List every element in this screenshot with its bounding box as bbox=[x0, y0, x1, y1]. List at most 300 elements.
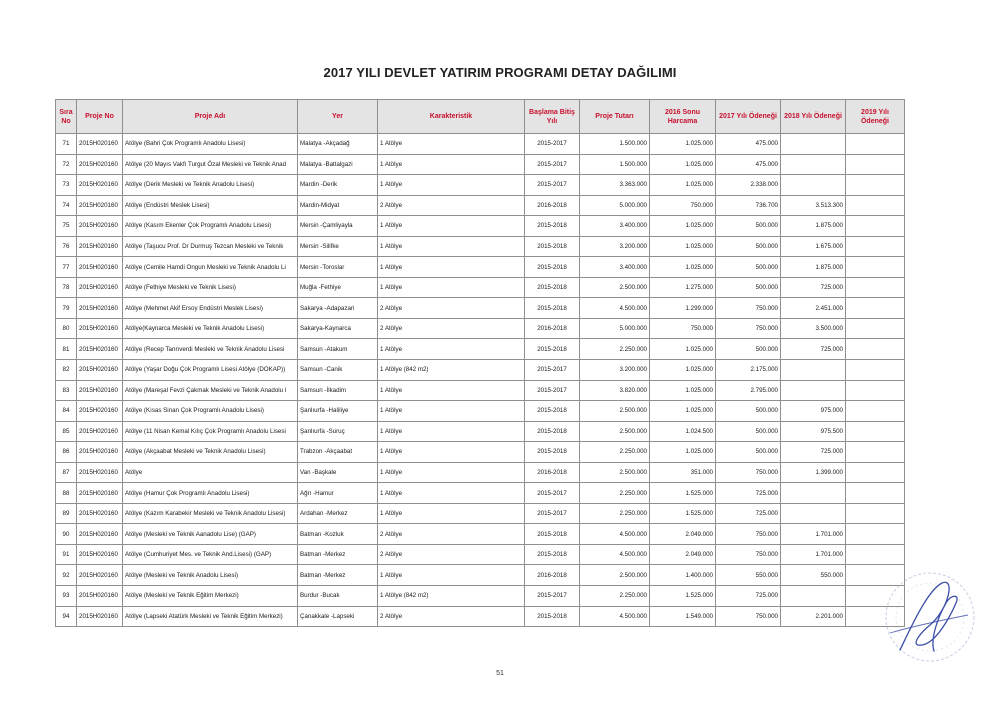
cell-odenek-2019 bbox=[846, 483, 905, 504]
cell-proje-adi: Atölye (Lapseki Atatürk Mesleki ve Teknik Eğitim Merkezi) bbox=[123, 606, 298, 627]
cell-proje-adi: Atölye (Hamur Çok Programlı Anadolu Lisesi) bbox=[123, 483, 298, 504]
cell-proje-tutari: 2.250.000 bbox=[580, 503, 650, 524]
cell-proje-no: 2015H020160 bbox=[77, 298, 123, 319]
cell-proje-adi: Atölye (Cemile Hamdi Ongun Mesleki ve Teknik Anadolu Li bbox=[123, 257, 298, 278]
cell-proje-no: 2015H020160 bbox=[77, 257, 123, 278]
cell-sonu-harcama: 1.025.000 bbox=[650, 154, 716, 175]
cell-sira-no: 94 bbox=[56, 606, 77, 627]
cell-odenek-2019 bbox=[846, 442, 905, 463]
cell-proje-adi: Atölye (Kazım Karabekir Mesleki ve Teknik Anadolu Lisesi) bbox=[123, 503, 298, 524]
cell-karakteristik: 1 Atölye bbox=[378, 175, 525, 196]
cell-sonu-harcama: 1.025.000 bbox=[650, 401, 716, 422]
cell-sira-no: 79 bbox=[56, 298, 77, 319]
cell-odenek-2018 bbox=[781, 483, 846, 504]
cell-yer: Mersin -Toroslar bbox=[298, 257, 378, 278]
page-title: 2017 YILI DEVLET YATIRIM PROGRAMI DETAY DAĞILIMI bbox=[323, 65, 677, 80]
cell-karakteristik: 1 Atölye (842 m2) bbox=[378, 360, 525, 381]
header-odenek-2017: 2017 Yılı Ödeneği bbox=[716, 100, 781, 134]
cell-proje-no: 2015H020160 bbox=[77, 524, 123, 545]
cell-odenek-2018: 1.399.000 bbox=[781, 462, 846, 483]
cell-yer: Ağrı -Hamur bbox=[298, 483, 378, 504]
table-row bbox=[56, 483, 905, 504]
header-baslama-bitis: Başlama Bitiş Yılı bbox=[525, 100, 580, 134]
cell-karakteristik: 1 Atölye (842 m2) bbox=[378, 586, 525, 607]
cell-odenek-2019 bbox=[846, 216, 905, 237]
cell-proje-tutari: 5.000.000 bbox=[580, 318, 650, 339]
cell-sonu-harcama: 1.024.500 bbox=[650, 421, 716, 442]
cell-baslama-bitis: 2015-2017 bbox=[525, 134, 580, 155]
signature-flourish bbox=[890, 615, 968, 633]
cell-proje-adi: Atölye (Mesleki ve Teknik Anadolu Lisesi) bbox=[123, 565, 298, 586]
cell-proje-tutari: 5.000.000 bbox=[580, 195, 650, 216]
cell-baslama-bitis: 2015-2018 bbox=[525, 442, 580, 463]
cell-karakteristik: 1 Atölye bbox=[378, 462, 525, 483]
cell-odenek-2019 bbox=[846, 195, 905, 216]
cell-sonu-harcama: 1.525.000 bbox=[650, 483, 716, 504]
cell-baslama-bitis: 2015-2017 bbox=[525, 380, 580, 401]
header-sonu-harcama: 2016 Sonu Harcama bbox=[650, 100, 716, 134]
cell-sira-no: 83 bbox=[56, 380, 77, 401]
cell-proje-tutari: 3.200.000 bbox=[580, 360, 650, 381]
cell-odenek-2017: 500.000 bbox=[716, 339, 781, 360]
cell-proje-no: 2015H020160 bbox=[77, 421, 123, 442]
cell-odenek-2019 bbox=[846, 503, 905, 524]
cell-sonu-harcama: 1.025.000 bbox=[650, 134, 716, 155]
cell-proje-tutari: 4.500.000 bbox=[580, 524, 650, 545]
table-row bbox=[56, 524, 905, 545]
cell-sonu-harcama: 1.025.000 bbox=[650, 216, 716, 237]
cell-karakteristik: 1 Atölye bbox=[378, 134, 525, 155]
table-row bbox=[56, 380, 905, 401]
cell-odenek-2018: 3.500.000 bbox=[781, 318, 846, 339]
cell-odenek-2018 bbox=[781, 360, 846, 381]
cell-odenek-2019 bbox=[846, 277, 905, 298]
cell-odenek-2017: 500.000 bbox=[716, 401, 781, 422]
cell-proje-adi: Atölye (Taşucu Prof. Dr Durmuş Tezcan Mesleki ve Teknik bbox=[123, 236, 298, 257]
cell-yer: Mardin -Derik bbox=[298, 175, 378, 196]
cell-proje-no: 2015H020160 bbox=[77, 606, 123, 627]
cell-odenek-2017: 2.795.000 bbox=[716, 380, 781, 401]
cell-sonu-harcama: 1.025.000 bbox=[650, 236, 716, 257]
cell-odenek-2018: 2.451.000 bbox=[781, 298, 846, 319]
cell-sira-no: 71 bbox=[56, 134, 77, 155]
cell-karakteristik: 2 Atölye bbox=[378, 524, 525, 545]
table-row bbox=[56, 421, 905, 442]
signature-stroke bbox=[900, 582, 957, 651]
table-row bbox=[56, 401, 905, 422]
table-row bbox=[56, 257, 905, 278]
cell-odenek-2017: 750.000 bbox=[716, 606, 781, 627]
cell-odenek-2018: 1.701.000 bbox=[781, 544, 846, 565]
header-yer: Yer bbox=[298, 100, 378, 134]
cell-proje-adi: Atölye (Mesleki ve Teknik Eğitim Merkezi) bbox=[123, 586, 298, 607]
cell-sira-no: 88 bbox=[56, 483, 77, 504]
cell-karakteristik: 1 Atölye bbox=[378, 277, 525, 298]
table-row bbox=[56, 503, 905, 524]
cell-proje-adi: Atölye (Recep Tanrıverdi Mesleki ve Teknik Anadolu Lisesi bbox=[123, 339, 298, 360]
cell-karakteristik: 2 Atölye bbox=[378, 318, 525, 339]
cell-baslama-bitis: 2015-2018 bbox=[525, 277, 580, 298]
cell-odenek-2017: 500.000 bbox=[716, 257, 781, 278]
cell-odenek-2019 bbox=[846, 360, 905, 381]
cell-proje-tutari: 4.500.000 bbox=[580, 606, 650, 627]
cell-yer: Mersin -Çamliyayla bbox=[298, 216, 378, 237]
cell-sonu-harcama: 1.549.000 bbox=[650, 606, 716, 627]
cell-sonu-harcama: 2.049.000 bbox=[650, 524, 716, 545]
cell-odenek-2017: 550.000 bbox=[716, 565, 781, 586]
cell-odenek-2019 bbox=[846, 154, 905, 175]
cell-proje-adi: Atölye (Mareşal Fevzi Çakmak Mesleki ve Teknik Anadolu l bbox=[123, 380, 298, 401]
cell-proje-tutari: 2.250.000 bbox=[580, 442, 650, 463]
cell-odenek-2017: 475.000 bbox=[716, 154, 781, 175]
cell-karakteristik: 2 Atölye bbox=[378, 544, 525, 565]
cell-odenek-2017: 2.175.000 bbox=[716, 360, 781, 381]
cell-sira-no: 93 bbox=[56, 586, 77, 607]
cell-yer: Şanlıurfa -Suruç bbox=[298, 421, 378, 442]
cell-karakteristik: 1 Atölye bbox=[378, 154, 525, 175]
cell-odenek-2018: 725.000 bbox=[781, 277, 846, 298]
cell-odenek-2017: 750.000 bbox=[716, 318, 781, 339]
cell-odenek-2019 bbox=[846, 134, 905, 155]
cell-yer: Trabzon -Akçaabat bbox=[298, 442, 378, 463]
cell-yer: Muğla -Fethiye bbox=[298, 277, 378, 298]
cell-sonu-harcama: 1.025.000 bbox=[650, 175, 716, 196]
cell-baslama-bitis: 2015-2018 bbox=[525, 257, 580, 278]
cell-yer: Samsun -İlkadim bbox=[298, 380, 378, 401]
cell-karakteristik: 1 Atölye bbox=[378, 483, 525, 504]
table-row bbox=[56, 154, 905, 175]
cell-odenek-2017: 500.000 bbox=[716, 442, 781, 463]
cell-proje-tutari: 4.500.000 bbox=[580, 298, 650, 319]
cell-proje-adi: Atölye (11 Nisan Kemal Kılıç Çok Programlı Anadolu Lisesi bbox=[123, 421, 298, 442]
cell-proje-tutari: 3.200.000 bbox=[580, 236, 650, 257]
cell-yer: Mardin-Midyat bbox=[298, 195, 378, 216]
cell-yer: Van -Başkale bbox=[298, 462, 378, 483]
cell-proje-no: 2015H020160 bbox=[77, 360, 123, 381]
cell-proje-no: 2015H020160 bbox=[77, 175, 123, 196]
cell-baslama-bitis: 2015-2017 bbox=[525, 360, 580, 381]
cell-proje-adi: Atölye (Bahri Çok Programlı Anadolu Lisesi) bbox=[123, 134, 298, 155]
table-row bbox=[56, 360, 905, 381]
cell-sonu-harcama: 2.049.000 bbox=[650, 544, 716, 565]
cell-sira-no: 92 bbox=[56, 565, 77, 586]
cell-proje-adi: Atölye bbox=[123, 462, 298, 483]
cell-sira-no: 74 bbox=[56, 195, 77, 216]
cell-karakteristik: 1 Atölye bbox=[378, 216, 525, 237]
cell-odenek-2019 bbox=[846, 524, 905, 545]
cell-odenek-2018 bbox=[781, 380, 846, 401]
cell-yer: Samsun -Atakum bbox=[298, 339, 378, 360]
cell-odenek-2019 bbox=[846, 236, 905, 257]
cell-sira-no: 85 bbox=[56, 421, 77, 442]
table-row bbox=[56, 216, 905, 237]
cell-odenek-2018: 975.500 bbox=[781, 421, 846, 442]
cell-proje-tutari: 2.250.000 bbox=[580, 483, 650, 504]
cell-proje-tutari: 3.820.000 bbox=[580, 380, 650, 401]
cell-sonu-harcama: 1.275.000 bbox=[650, 277, 716, 298]
cell-baslama-bitis: 2015-2017 bbox=[525, 154, 580, 175]
cell-odenek-2017: 500.000 bbox=[716, 421, 781, 442]
table-row bbox=[56, 339, 905, 360]
cell-sonu-harcama: 1.025.000 bbox=[650, 442, 716, 463]
cell-proje-adi: Atölye (Akçaabat Mesleki ve Teknik Anadolu Lisesi) bbox=[123, 442, 298, 463]
cell-proje-no: 2015H020160 bbox=[77, 195, 123, 216]
cell-baslama-bitis: 2015-2018 bbox=[525, 421, 580, 442]
cell-proje-no: 2015H020160 bbox=[77, 318, 123, 339]
cell-proje-no: 2015H020160 bbox=[77, 216, 123, 237]
cell-odenek-2017: 2.338.000 bbox=[716, 175, 781, 196]
cell-sira-no: 73 bbox=[56, 175, 77, 196]
cell-proje-no: 2015H020160 bbox=[77, 134, 123, 155]
cell-proje-tutari: 4.500.000 bbox=[580, 544, 650, 565]
cell-sira-no: 80 bbox=[56, 318, 77, 339]
cell-baslama-bitis: 2015-2018 bbox=[525, 339, 580, 360]
cell-yer: Batman -Merkez bbox=[298, 565, 378, 586]
cell-proje-tutari: 2.500.000 bbox=[580, 401, 650, 422]
cell-proje-adi: Atölye(Kaynarca Mesleki ve Teknik Anadolu Lisesi) bbox=[123, 318, 298, 339]
cell-proje-no: 2015H020160 bbox=[77, 236, 123, 257]
cell-odenek-2019 bbox=[846, 421, 905, 442]
cell-odenek-2018: 3.513.300 bbox=[781, 195, 846, 216]
cell-proje-tutari: 3.363.000 bbox=[580, 175, 650, 196]
cell-sira-no: 72 bbox=[56, 154, 77, 175]
table-header-row bbox=[56, 100, 905, 134]
cell-proje-adi: Atölye (Kısas Sinan Çok Programlı Anadolu Lisesi) bbox=[123, 401, 298, 422]
cell-odenek-2017: 750.000 bbox=[716, 524, 781, 545]
cell-sonu-harcama: 1.400.000 bbox=[650, 565, 716, 586]
cell-proje-adi: Atölye (Yaşar Doğu Çok Programlı Lisesi Atölye (DOKAP)) bbox=[123, 360, 298, 381]
cell-sonu-harcama: 1.025.000 bbox=[650, 257, 716, 278]
table-row bbox=[56, 606, 905, 627]
cell-proje-no: 2015H020160 bbox=[77, 586, 123, 607]
table-row bbox=[56, 586, 905, 607]
cell-odenek-2019 bbox=[846, 175, 905, 196]
cell-yer: Samsun -Canik bbox=[298, 360, 378, 381]
cell-odenek-2019 bbox=[846, 257, 905, 278]
cell-sira-no: 86 bbox=[56, 442, 77, 463]
cell-odenek-2017: 500.000 bbox=[716, 236, 781, 257]
table-row bbox=[56, 318, 905, 339]
cell-yer: Sakarya -Adapazari bbox=[298, 298, 378, 319]
cell-odenek-2018: 725.000 bbox=[781, 339, 846, 360]
cell-proje-adi: Atölye (Derik Mesleki ve Teknik Anadolu Lisesi) bbox=[123, 175, 298, 196]
cell-odenek-2018: 1.875.000 bbox=[781, 216, 846, 237]
cell-odenek-2018: 725.000 bbox=[781, 442, 846, 463]
table-row bbox=[56, 442, 905, 463]
cell-odenek-2019 bbox=[846, 318, 905, 339]
cell-odenek-2019 bbox=[846, 401, 905, 422]
cell-sira-no: 91 bbox=[56, 544, 77, 565]
cell-proje-no: 2015H020160 bbox=[77, 442, 123, 463]
cell-proje-tutari: 2.500.000 bbox=[580, 277, 650, 298]
cell-yer: Malatya -Akçadağ bbox=[298, 134, 378, 155]
cell-odenek-2019 bbox=[846, 339, 905, 360]
cell-sira-no: 77 bbox=[56, 257, 77, 278]
cell-proje-tutari: 3.400.000 bbox=[580, 216, 650, 237]
table-row bbox=[56, 175, 905, 196]
cell-odenek-2017: 750.000 bbox=[716, 462, 781, 483]
cell-sira-no: 82 bbox=[56, 360, 77, 381]
cell-sira-no: 76 bbox=[56, 236, 77, 257]
cell-baslama-bitis: 2015-2018 bbox=[525, 524, 580, 545]
cell-odenek-2019 bbox=[846, 462, 905, 483]
cell-proje-no: 2015H020160 bbox=[77, 544, 123, 565]
cell-baslama-bitis: 2015-2018 bbox=[525, 606, 580, 627]
header-odenek-2018: 2018 Yılı Ödeneği bbox=[781, 100, 846, 134]
cell-proje-adi: Atölye (Fethiye Mesleki ve Teknik Lisesi) bbox=[123, 277, 298, 298]
stamp-ring bbox=[886, 573, 974, 661]
cell-proje-no: 2015H020160 bbox=[77, 503, 123, 524]
cell-odenek-2018 bbox=[781, 175, 846, 196]
page-number: 51 bbox=[496, 670, 504, 677]
cell-karakteristik: 1 Atölye bbox=[378, 442, 525, 463]
cell-proje-adi: Atölye (Kasım Ekenler Çok Programlı Anadolu Lisesi) bbox=[123, 216, 298, 237]
signature-stamp bbox=[860, 555, 980, 675]
cell-sira-no: 84 bbox=[56, 401, 77, 422]
cell-proje-adi: Atölye (Mehmet Akif Ersoy Endüstri Meslek Lisesi) bbox=[123, 298, 298, 319]
header-proje-adi: Proje Adı bbox=[123, 100, 298, 134]
cell-baslama-bitis: 2016-2018 bbox=[525, 318, 580, 339]
cell-sonu-harcama: 1.525.000 bbox=[650, 586, 716, 607]
cell-yer: Çanakkale -Lapseki bbox=[298, 606, 378, 627]
cell-sira-no: 75 bbox=[56, 216, 77, 237]
cell-odenek-2017: 736.700 bbox=[716, 195, 781, 216]
table-row bbox=[56, 565, 905, 586]
cell-odenek-2019 bbox=[846, 298, 905, 319]
cell-karakteristik: 1 Atölye bbox=[378, 236, 525, 257]
investment-table bbox=[55, 99, 905, 627]
cell-odenek-2017: 475.000 bbox=[716, 134, 781, 155]
cell-sonu-harcama: 1.025.000 bbox=[650, 380, 716, 401]
cell-odenek-2017: 725.000 bbox=[716, 503, 781, 524]
cell-odenek-2018: 2.201.000 bbox=[781, 606, 846, 627]
cell-odenek-2018 bbox=[781, 503, 846, 524]
header-karakteristik: Karakteristik bbox=[378, 100, 525, 134]
cell-proje-tutari: 2.250.000 bbox=[580, 586, 650, 607]
cell-baslama-bitis: 2016-2018 bbox=[525, 195, 580, 216]
cell-proje-adi: Atölye (Endüstri Meslek Lisesi) bbox=[123, 195, 298, 216]
cell-yer: Malatya -Battalgazi bbox=[298, 154, 378, 175]
table-row bbox=[56, 544, 905, 565]
cell-proje-no: 2015H020160 bbox=[77, 401, 123, 422]
cell-odenek-2018: 1.875.000 bbox=[781, 257, 846, 278]
cell-karakteristik: 1 Atölye bbox=[378, 401, 525, 422]
cell-sonu-harcama: 1.299.000 bbox=[650, 298, 716, 319]
cell-odenek-2018: 975.000 bbox=[781, 401, 846, 422]
cell-odenek-2017: 750.000 bbox=[716, 298, 781, 319]
cell-yer: Şanlıurfa -Haliliye bbox=[298, 401, 378, 422]
cell-proje-tutari: 3.400.000 bbox=[580, 257, 650, 278]
table-body bbox=[56, 134, 905, 627]
cell-proje-adi: Atölye (Mesleki ve Teknik Aanadolu Lise) (GAP) bbox=[123, 524, 298, 545]
cell-yer: Mersin -Silifke bbox=[298, 236, 378, 257]
cell-baslama-bitis: 2015-2018 bbox=[525, 216, 580, 237]
cell-sira-no: 89 bbox=[56, 503, 77, 524]
table-row bbox=[56, 195, 905, 216]
cell-odenek-2018: 1.701.000 bbox=[781, 524, 846, 545]
header-sira-no: Sıra No bbox=[56, 100, 77, 134]
cell-proje-tutari: 2.250.000 bbox=[580, 339, 650, 360]
cell-baslama-bitis: 2015-2018 bbox=[525, 401, 580, 422]
cell-sonu-harcama: 351.000 bbox=[650, 462, 716, 483]
cell-sira-no: 81 bbox=[56, 339, 77, 360]
cell-karakteristik: 1 Atölye bbox=[378, 257, 525, 278]
table-row bbox=[56, 277, 905, 298]
cell-karakteristik: 1 Atölye bbox=[378, 421, 525, 442]
cell-baslama-bitis: 2016-2018 bbox=[525, 565, 580, 586]
cell-yer: Ardahan -Merkez bbox=[298, 503, 378, 524]
cell-yer: Batman -Kozluk bbox=[298, 524, 378, 545]
cell-yer: Batman -Merkez bbox=[298, 544, 378, 565]
cell-proje-tutari: 2.500.000 bbox=[580, 421, 650, 442]
cell-karakteristik: 1 Atölye bbox=[378, 503, 525, 524]
cell-sonu-harcama: 750.000 bbox=[650, 318, 716, 339]
header-proje-no: Proje No bbox=[77, 100, 123, 134]
cell-odenek-2018: 1.675.000 bbox=[781, 236, 846, 257]
cell-proje-no: 2015H020160 bbox=[77, 154, 123, 175]
cell-baslama-bitis: 2016-2018 bbox=[525, 462, 580, 483]
cell-proje-no: 2015H020160 bbox=[77, 380, 123, 401]
header-proje-tutari: Proje Tutarı bbox=[580, 100, 650, 134]
cell-karakteristik: 2 Atölye bbox=[378, 606, 525, 627]
cell-odenek-2018 bbox=[781, 154, 846, 175]
cell-odenek-2018 bbox=[781, 586, 846, 607]
cell-proje-tutari: 2.500.000 bbox=[580, 462, 650, 483]
cell-odenek-2018: 550.000 bbox=[781, 565, 846, 586]
cell-yer: Burdur -Bucak bbox=[298, 586, 378, 607]
cell-odenek-2018 bbox=[781, 134, 846, 155]
cell-sonu-harcama: 750.000 bbox=[650, 195, 716, 216]
cell-baslama-bitis: 2015-2018 bbox=[525, 236, 580, 257]
cell-proje-no: 2015H020160 bbox=[77, 565, 123, 586]
cell-proje-no: 2015H020160 bbox=[77, 483, 123, 504]
table-row bbox=[56, 462, 905, 483]
cell-proje-adi: Atölye (20 Mayıs Vakfı Turgut Özal Mesleki ve Teknik Anad bbox=[123, 154, 298, 175]
cell-baslama-bitis: 2015-2018 bbox=[525, 298, 580, 319]
cell-baslama-bitis: 2015-2017 bbox=[525, 503, 580, 524]
cell-baslama-bitis: 2015-2017 bbox=[525, 175, 580, 196]
cell-odenek-2017: 500.000 bbox=[716, 277, 781, 298]
cell-baslama-bitis: 2015-2017 bbox=[525, 483, 580, 504]
cell-karakteristik: 2 Atölye bbox=[378, 195, 525, 216]
cell-proje-tutari: 2.500.000 bbox=[580, 565, 650, 586]
cell-baslama-bitis: 2015-2017 bbox=[525, 586, 580, 607]
cell-proje-adi: Atölye (Cumhuriyet Mes. ve Teknik And.Lisesi) (GAP) bbox=[123, 544, 298, 565]
cell-yer: Sakarya-Kaynarca bbox=[298, 318, 378, 339]
cell-sonu-harcama: 1.525.000 bbox=[650, 503, 716, 524]
table-row bbox=[56, 134, 905, 155]
cell-odenek-2017: 750.000 bbox=[716, 544, 781, 565]
cell-karakteristik: 1 Atölye bbox=[378, 339, 525, 360]
cell-baslama-bitis: 2015-2018 bbox=[525, 544, 580, 565]
table-row bbox=[56, 236, 905, 257]
cell-proje-no: 2015H020160 bbox=[77, 462, 123, 483]
table-row bbox=[56, 298, 905, 319]
cell-odenek-2017: 725.000 bbox=[716, 483, 781, 504]
cell-odenek-2019 bbox=[846, 380, 905, 401]
cell-proje-tutari: 1.500.000 bbox=[580, 134, 650, 155]
cell-proje-tutari: 1.500.000 bbox=[580, 154, 650, 175]
cell-karakteristik: 1 Atölye bbox=[378, 565, 525, 586]
cell-proje-no: 2015H020160 bbox=[77, 339, 123, 360]
cell-karakteristik: 2 Atölye bbox=[378, 298, 525, 319]
cell-sonu-harcama: 1.025.000 bbox=[650, 360, 716, 381]
cell-odenek-2017: 725.000 bbox=[716, 586, 781, 607]
cell-proje-no: 2015H020160 bbox=[77, 277, 123, 298]
header-odenek-2019: 2019 Yılı Ödeneği bbox=[846, 100, 905, 134]
cell-karakteristik: 1 Atölye bbox=[378, 380, 525, 401]
cell-sira-no: 87 bbox=[56, 462, 77, 483]
